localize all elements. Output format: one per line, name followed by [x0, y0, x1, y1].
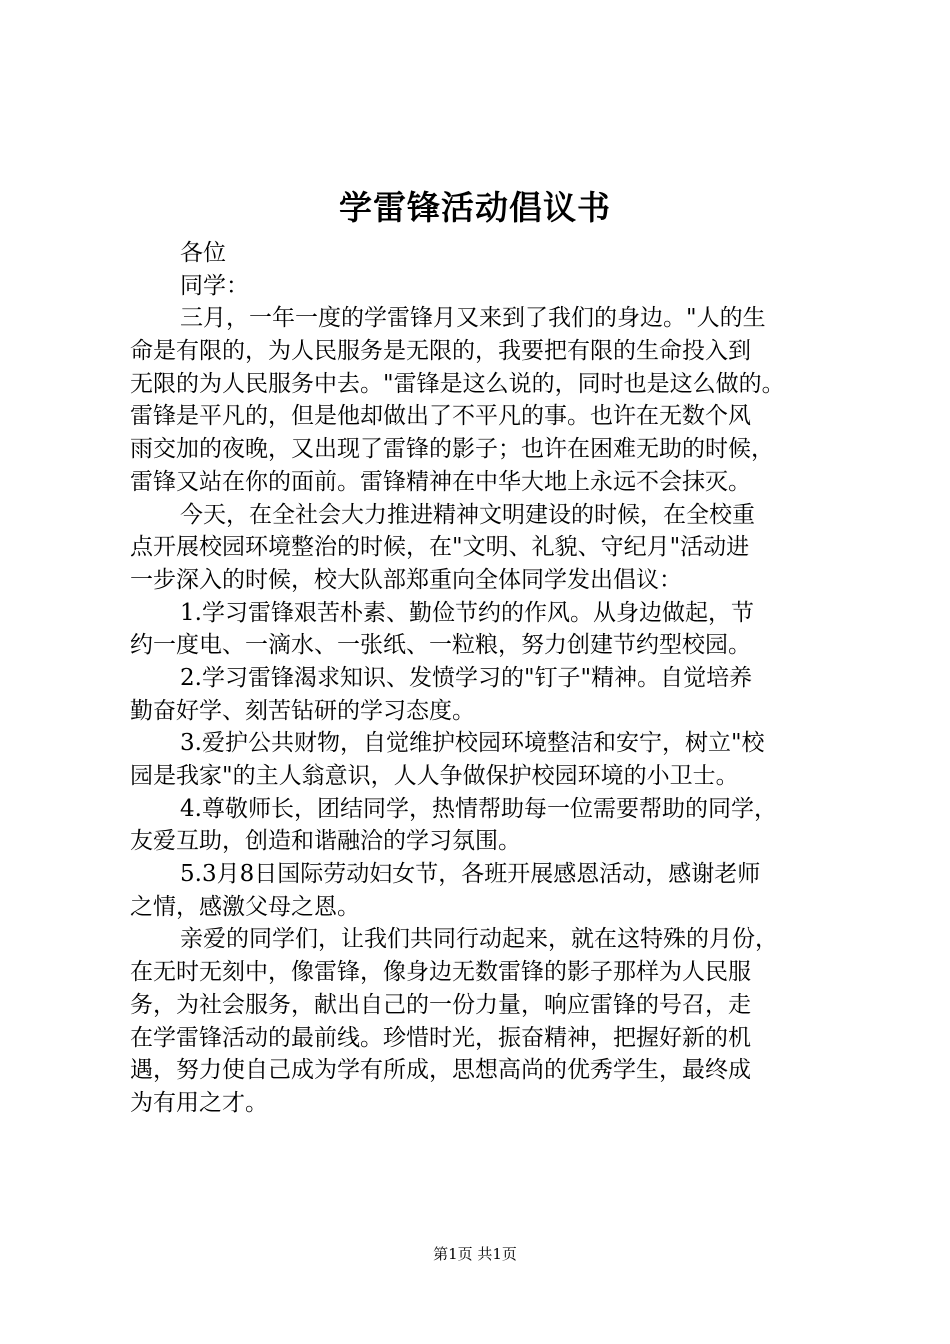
body-line: 在无时无刻中，像雷锋，像身边无数雷锋的影子那样为人民服 [130, 959, 751, 986]
body-line: 命是有限的，为人民服务是无限的，我要把有限的生命投入到 [130, 338, 751, 365]
body-line: 遇，努力使自己成为学有所成，思想高尚的优秀学生，最终成 [130, 1057, 751, 1084]
body-line: 1.学习雷锋艰苦朴素、勤俭节约的作风。从身边做起，节 [180, 599, 754, 626]
body-line: 勤奋好学、刻苦钻研的学习态度。 [130, 697, 475, 724]
body-line: 之情，感激父母之恩。 [130, 893, 360, 920]
body-line: 一步深入的时候，校大队部郑重向全体同学发出倡议： [130, 566, 682, 593]
body-line: 5.3月8日国际劳动妇女节，各班开展感恩活动，感谢老师 [180, 861, 761, 888]
document-body [130, 237, 855, 1120]
body-line: 雷锋又站在你的面前。雷锋精神在中华大地上永远不会抹灭。 [130, 468, 751, 495]
body-line: 同学： [180, 272, 249, 299]
body-line: 在学雷锋活动的最前线。珍惜时光，振奋精神，把握好新的机 [130, 1024, 751, 1051]
body-line: 亲爱的同学们，让我们共同行动起来，就在这特殊的月份， [180, 926, 778, 953]
body-line: 友爱互助，创造和谐融洽的学习氛围。 [130, 828, 521, 855]
body-line: 约一度电、一滴水、一张纸、一粒粮，努力创建节约型校园。 [130, 632, 751, 659]
body-line: 雨交加的夜晚，又出现了雷锋的影子；也许在困难无助的时候， [130, 436, 774, 463]
body-line: 4.尊敬师长，团结同学，热情帮助每一位需要帮助的同学， [180, 795, 777, 822]
body-line: 三月，一年一度的学雷锋月又来到了我们的身边。"人的生 [180, 305, 766, 332]
document-title: 学雷锋活动倡议书 [339, 188, 611, 227]
page-footer: 第1页 共1页 [433, 1245, 517, 1263]
body-line: 3.爱护公共财物，自觉维护校园环境整洁和安宁，树立"校 [180, 730, 765, 757]
body-line: 雷锋是平凡的，但是他却做出了不平凡的事。也许在无数个风 [130, 403, 751, 430]
body-line: 2.学习雷锋渴求知识、发愤学习的"钉子"精神。自觉培养 [180, 664, 753, 691]
body-line: 点开展校园环境整治的时候，在"文明、礼貌、守纪月"活动进 [130, 534, 750, 561]
body-line: 各位 [180, 240, 226, 266]
body-line: 务，为社会服务，献出自己的一份力量，响应雷锋的号召，走 [130, 991, 751, 1018]
body-line: 园是我家"的主人翁意识，人人争做保护校园环境的小卫士。 [130, 763, 739, 789]
body-line: 为有用之才。 [130, 1089, 268, 1116]
body-line: 无限的为人民服务中去。"雷锋是这么说的，同时也是这么做的。 [130, 370, 785, 397]
body-line: 今天，在全社会大力推进精神文明建设的时候，在全校重 [180, 501, 755, 528]
